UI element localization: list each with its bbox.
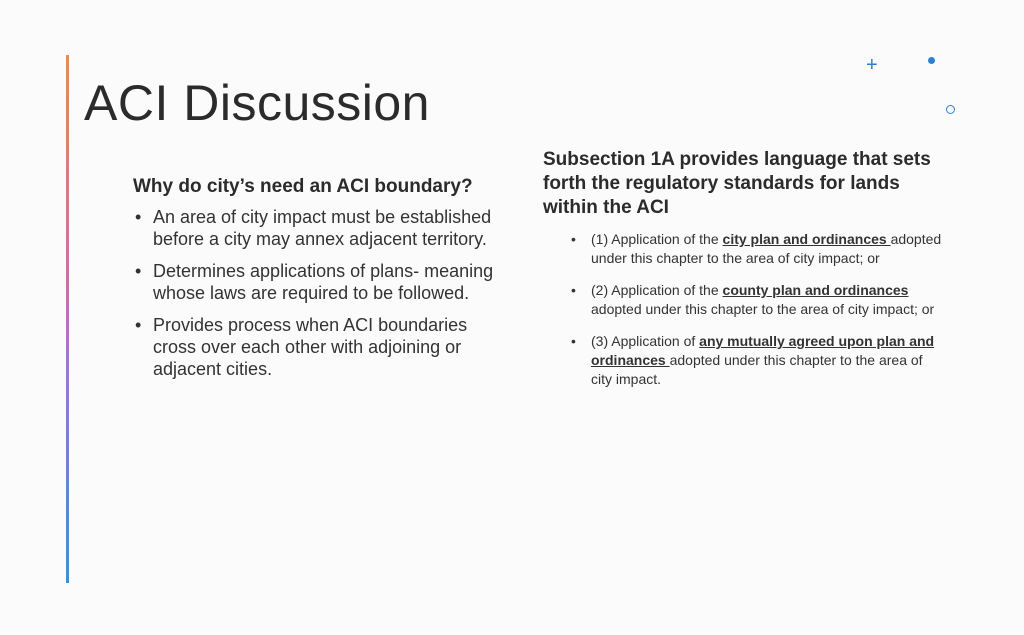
dot-icon: [928, 57, 935, 64]
item-emphasis: city plan and ordinances: [722, 231, 891, 247]
list-item: [133, 206, 503, 250]
ring-icon: [946, 105, 955, 114]
bullet-icon: •: [135, 207, 142, 227]
bullet-text: An area of city impact must be established before a city may annex adjacent territory.: [153, 207, 492, 249]
slide-title: ACI Discussion: [84, 75, 430, 131]
item-suffix: adopted under this chapter to the area of city impact; or: [591, 301, 935, 317]
list-item: [571, 230, 943, 268]
item-prefix: (3) Application of: [591, 333, 700, 349]
item-prefix: (2) Application of the: [591, 282, 723, 298]
bullet-icon: •: [571, 231, 576, 247]
list-item: [133, 260, 503, 304]
bullet-text: Provides process when ACI boundaries cross over each other with adjoining or adjacent cities.: [153, 315, 468, 379]
bullet-icon: •: [135, 315, 142, 335]
item-emphasis: any mutually agreed upon plan and ordinances: [591, 333, 935, 368]
plus-icon: +: [866, 54, 878, 76]
left-bullet-list: [133, 206, 503, 380]
bullet-icon: •: [571, 282, 576, 298]
item-suffix: adopted under this chapter to the area of city impact.: [591, 352, 923, 387]
accent-bar: [66, 55, 69, 583]
list-item: [571, 332, 943, 389]
item-suffix: adopted under this chapter to the area of city impact; or: [591, 231, 942, 266]
left-heading: Why do city’s need an ACI boundary?: [133, 176, 473, 197]
list-item: [571, 281, 943, 319]
bullet-text: Determines applications of plans- meaning whose laws are required to be followed.: [153, 261, 494, 303]
right-column: [543, 148, 943, 402]
item-prefix: (1) Application of the: [591, 231, 723, 247]
right-heading: Subsection 1A provides language that sets forth the regulatory standards for lands within the ACI: [543, 149, 931, 218]
left-column: [133, 176, 503, 390]
bullet-icon: •: [135, 261, 142, 281]
item-emphasis: county plan and ordinances: [722, 282, 909, 298]
bullet-icon: •: [571, 333, 576, 349]
right-bullet-list: [543, 230, 943, 389]
list-item: [133, 314, 503, 380]
